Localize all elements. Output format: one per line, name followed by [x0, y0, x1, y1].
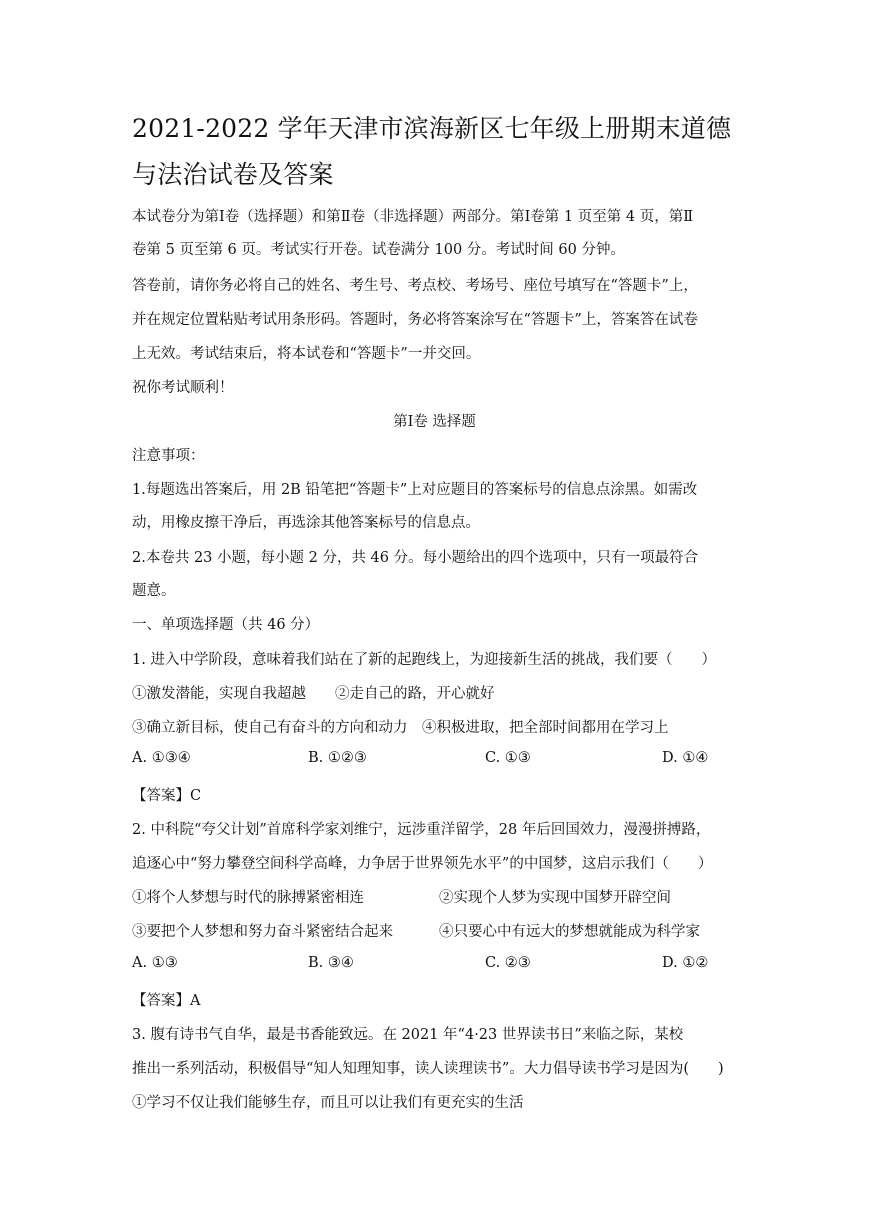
notice-heading: 注意事项： — [132, 448, 205, 464]
q3-stem: 推出一系列活动，积极倡导“知人知理知事，读人读理读书”。大力倡导读书学习是因为( ) — [132, 1061, 724, 1077]
q1-choice-d: D. ①④ — [662, 750, 709, 766]
intro-line: 本试卷分为第Ⅰ卷（选择题）和第Ⅱ卷（非选择题）两部分。第Ⅰ卷第 1 页至第 4 页，第Ⅱ — [132, 209, 694, 225]
q2-choice-b: B. ③④ — [308, 955, 354, 971]
q1-stem: 1. 进入中学阶段，意味着我们站在了新的起跑线上，为迎接新生活的挑战，我们要（ ） — [132, 652, 716, 668]
notice-line: 2.本卷共 23 小题，每小题 2 分，共 46 分。每小题给出的四个选项中，只有一项最符合 — [132, 550, 699, 566]
notice-line: 题意。 — [132, 583, 176, 599]
q1-choice-b: B. ①②③ — [308, 750, 367, 766]
q2-choice-a: A. ①③ — [132, 955, 178, 971]
q2-option-4: ④只要心中有远大的梦想就能成为科学家 — [439, 924, 700, 940]
q2-answer: 【答案】A — [132, 993, 201, 1009]
q1-answer: 【答案】C — [132, 788, 202, 804]
q2-option-2: ②实现个人梦为实现中国梦开辟空间 — [439, 890, 671, 906]
q1-options-line: ③确立新目标，使自己有奋斗的方向和动力 ④积极进取，把全部时间都用在学习上 — [132, 720, 669, 736]
intro-line: 上无效。考试结束后，将本试卷和“答题卡”一并交回。 — [132, 346, 481, 362]
section-title: 第Ⅰ卷 选择题 — [393, 414, 476, 430]
q3-option-1: ①学习不仅让我们能够生存，而且可以让我们有更充实的生活 — [132, 1095, 524, 1111]
q2-stem: 2. 中科院“夸父计划”首席科学家刘维宁，远涉重洋留学，28 年后回国效力，漫漫拼搏路， — [132, 822, 711, 838]
q2-choice-d: D. ①② — [662, 955, 709, 971]
intro-line: 并在规定位置粘贴考试用条形码。答题时，务必将答案涂写在“答题卡”上，答案答在试卷 — [132, 312, 698, 328]
q2-stem: 追逐心中“努力攀登空间科学高峰，力争居于世界领先水平”的中国梦，这启示我们（ ） — [132, 856, 713, 872]
q1-options-line: ①激发潜能，实现自我超越 ②走自己的路，开心就好 — [132, 686, 495, 702]
document-title: 2021-2022 学年天津市滨海新区七年级上册期末道德与法治试卷及答案 — [132, 114, 732, 189]
q2-choice-c: C. ②③ — [485, 955, 531, 971]
q2-option-3: ③要把个人梦想和努力奋斗紧密结合起来 — [132, 924, 393, 940]
q2-option-1: ①将个人梦想与时代的脉搏紧密相连 — [132, 890, 364, 906]
notice-line: 1.每题选出答案后，用 2B 铅笔把“答题卡”上对应题目的答案标号的信息点涂黑。如需改 — [132, 482, 698, 498]
intro-line: 卷第 5 页至第 6 页。考试实行开卷。试卷满分 100 分。考试时间 60 分钟。 — [132, 242, 625, 258]
q1-choice-c: C. ①③ — [485, 750, 531, 766]
q1-choice-a: A. ①③④ — [132, 750, 191, 766]
intro-line: 答卷前，请你务必将自己的姓名、考生号、考点校、考场号、座位号填写在“答题卡”上， — [132, 278, 698, 294]
part-heading: 一、单项选择题（共 46 分） — [132, 617, 320, 633]
q3-stem: 3. 腹有诗书气自华，最是书香能致远。在 2021 年“4·23 世界读书日”来临之际，某校 — [132, 1027, 684, 1043]
notice-line: 动，用橡皮擦干净后，再选涂其他答案标号的信息点。 — [132, 515, 480, 531]
intro-line: 祝你考试顺利！ — [132, 380, 234, 396]
